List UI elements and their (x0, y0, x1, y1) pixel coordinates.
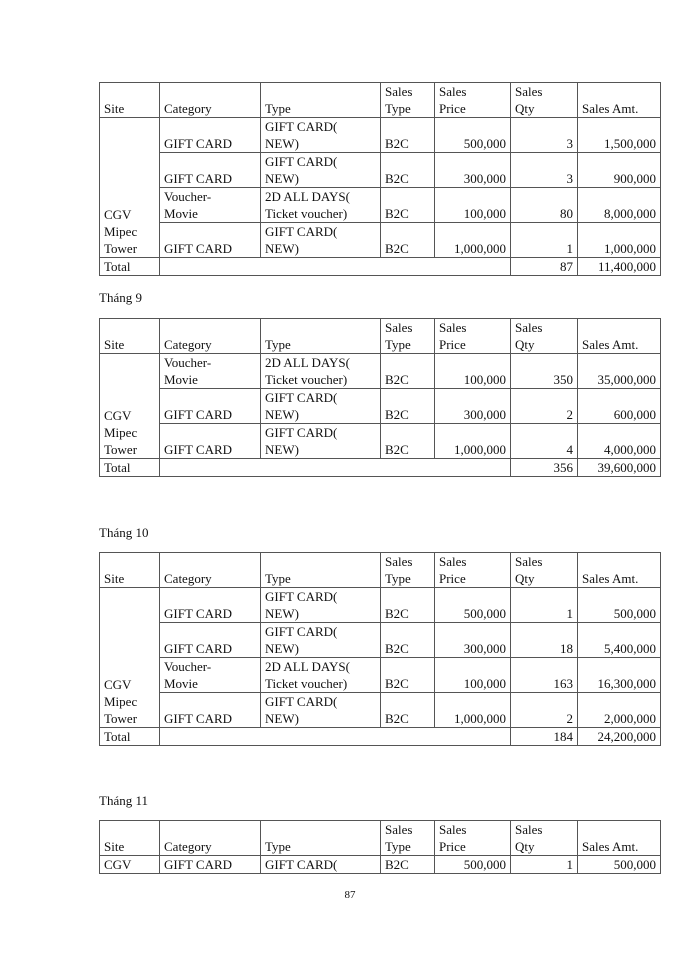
table-row (100, 424, 661, 459)
sales-type-cell: B2C (381, 118, 435, 153)
total-amt: 24,200,000 (578, 728, 661, 746)
table-row (100, 658, 661, 693)
total-spacer (160, 258, 511, 276)
type-cell: 2D ALL DAYS( Ticket voucher) (261, 188, 381, 223)
sales-price-cell: 300,000 (435, 623, 511, 658)
type-cell: GIFT CARD( NEW) (261, 389, 381, 424)
total-spacer (160, 459, 511, 477)
sales-type-cell: B2C (381, 223, 435, 258)
section-heading: Tháng 11 (99, 793, 148, 808)
sales-price-cell: 100,000 (435, 354, 511, 389)
sales-table (99, 552, 661, 746)
type-cell: GIFT CARD( NEW) (261, 223, 381, 258)
total-amt: 39,600,000 (578, 459, 661, 477)
total-label: Total (100, 258, 160, 276)
header-site: Site (100, 319, 160, 354)
sales-price-cell: 100,000 (435, 188, 511, 223)
sales-amt-cell: 4,000,000 (578, 424, 661, 459)
sales-qty-cell: 1 (511, 588, 578, 623)
type-cell: GIFT CARD( NEW) (261, 153, 381, 188)
category-cell: GIFT CARD (160, 588, 261, 623)
total-label: Total (100, 728, 160, 746)
sales-qty-cell: 1 (511, 856, 578, 874)
table-row (100, 588, 661, 623)
sales-price-cell: 1,000,000 (435, 223, 511, 258)
sales-amt-cell: 500,000 (578, 856, 661, 874)
sales-type-cell: B2C (381, 658, 435, 693)
section-heading: Tháng 9 (99, 290, 142, 305)
header-sales-type: Sales Type (381, 821, 435, 856)
table-row (100, 118, 661, 153)
table-row (100, 856, 661, 874)
type-cell: GIFT CARD( NEW) (261, 693, 381, 728)
sales-amt-cell: 1,000,000 (578, 223, 661, 258)
table-row (100, 188, 661, 223)
table-row (100, 693, 661, 728)
sales-amt-cell: 900,000 (578, 153, 661, 188)
site-cell: CGV (100, 856, 160, 874)
sales-qty-cell: 3 (511, 153, 578, 188)
sales-amt-cell: 500,000 (578, 588, 661, 623)
type-cell: GIFT CARD( NEW) (261, 424, 381, 459)
header-sales-type: Sales Type (381, 319, 435, 354)
category-cell: Voucher- Movie (160, 658, 261, 693)
sales-price-cell: 300,000 (435, 389, 511, 424)
sales-type-cell: B2C (381, 424, 435, 459)
table-header-row (100, 319, 661, 354)
table-row (100, 623, 661, 658)
header-site: Site (100, 83, 160, 118)
sales-type-cell: B2C (381, 856, 435, 874)
header-site: Site (100, 553, 160, 588)
total-row (100, 728, 661, 746)
total-row (100, 258, 661, 276)
category-cell: GIFT CARD (160, 153, 261, 188)
category-cell: GIFT CARD (160, 856, 261, 874)
header-type: Type (261, 821, 381, 856)
table-row (100, 389, 661, 424)
sales-type-cell: B2C (381, 153, 435, 188)
sales-amt-cell: 35,000,000 (578, 354, 661, 389)
table-header-row (100, 553, 661, 588)
sales-type-cell: B2C (381, 188, 435, 223)
total-label: Total (100, 459, 160, 477)
sales-qty-cell: 2 (511, 693, 578, 728)
sales-qty-cell: 18 (511, 623, 578, 658)
sales-price-cell: 1,000,000 (435, 424, 511, 459)
section-heading: Tháng 10 (99, 525, 149, 540)
header-sales-amt: Sales Amt. (578, 821, 661, 856)
header-category: Category (160, 319, 261, 354)
sales-amt-cell: 8,000,000 (578, 188, 661, 223)
table-header-row (100, 821, 661, 856)
table-row (100, 354, 661, 389)
sales-table (99, 820, 661, 874)
sales-type-cell: B2C (381, 354, 435, 389)
header-category: Category (160, 553, 261, 588)
sales-price-cell: 300,000 (435, 153, 511, 188)
total-spacer (160, 728, 511, 746)
sales-amt-cell: 600,000 (578, 389, 661, 424)
site-cell: CGV Mipec Tower (100, 118, 160, 258)
category-cell: Voucher- Movie (160, 188, 261, 223)
total-qty: 87 (511, 258, 578, 276)
header-type: Type (261, 319, 381, 354)
header-sales-amt: Sales Amt. (578, 553, 661, 588)
sales-table (99, 318, 661, 477)
total-qty: 356 (511, 459, 578, 477)
sales-qty-cell: 2 (511, 389, 578, 424)
category-cell: GIFT CARD (160, 693, 261, 728)
sales-type-cell: B2C (381, 623, 435, 658)
sales-amt-cell: 2,000,000 (578, 693, 661, 728)
category-cell: Voucher- Movie (160, 354, 261, 389)
category-cell: GIFT CARD (160, 623, 261, 658)
category-cell: GIFT CARD (160, 118, 261, 153)
sales-price-cell: 500,000 (435, 588, 511, 623)
header-sales-qty: Sales Qty (511, 83, 578, 118)
type-cell: GIFT CARD( NEW) (261, 623, 381, 658)
header-sales-type: Sales Type (381, 83, 435, 118)
header-sales-qty: Sales Qty (511, 553, 578, 588)
sales-price-cell: 1,000,000 (435, 693, 511, 728)
sales-type-cell: B2C (381, 389, 435, 424)
header-sales-amt: Sales Amt. (578, 83, 661, 118)
header-sales-price: Sales Price (435, 83, 511, 118)
type-cell: GIFT CARD( NEW) (261, 118, 381, 153)
header-type: Type (261, 553, 381, 588)
type-cell: 2D ALL DAYS( Ticket voucher) (261, 658, 381, 693)
category-cell: GIFT CARD (160, 223, 261, 258)
total-qty: 184 (511, 728, 578, 746)
sales-qty-cell: 1 (511, 223, 578, 258)
total-row (100, 459, 661, 477)
sales-type-cell: B2C (381, 693, 435, 728)
category-cell: GIFT CARD (160, 389, 261, 424)
header-sales-price: Sales Price (435, 553, 511, 588)
header-sales-qty: Sales Qty (511, 821, 578, 856)
table-row (100, 153, 661, 188)
header-category: Category (160, 83, 261, 118)
site-cell: CGV Mipec Tower (100, 354, 160, 459)
total-amt: 11,400,000 (578, 258, 661, 276)
sales-qty-cell: 80 (511, 188, 578, 223)
type-cell: 2D ALL DAYS( Ticket voucher) (261, 354, 381, 389)
type-cell: GIFT CARD( NEW) (261, 588, 381, 623)
sales-amt-cell: 5,400,000 (578, 623, 661, 658)
table-header-row (100, 83, 661, 118)
header-category: Category (160, 821, 261, 856)
header-sales-amt: Sales Amt. (578, 319, 661, 354)
sales-qty-cell: 3 (511, 118, 578, 153)
sales-table (99, 82, 661, 276)
sales-price-cell: 500,000 (435, 856, 511, 874)
header-sales-qty: Sales Qty (511, 319, 578, 354)
category-cell: GIFT CARD (160, 424, 261, 459)
header-sales-price: Sales Price (435, 821, 511, 856)
sales-qty-cell: 350 (511, 354, 578, 389)
sales-qty-cell: 163 (511, 658, 578, 693)
sales-qty-cell: 4 (511, 424, 578, 459)
header-sales-price: Sales Price (435, 319, 511, 354)
sales-price-cell: 100,000 (435, 658, 511, 693)
sales-amt-cell: 1,500,000 (578, 118, 661, 153)
header-site: Site (100, 821, 160, 856)
sales-price-cell: 500,000 (435, 118, 511, 153)
type-cell: GIFT CARD( (261, 856, 381, 874)
table-row (100, 223, 661, 258)
sales-type-cell: B2C (381, 588, 435, 623)
header-type: Type (261, 83, 381, 118)
sales-amt-cell: 16,300,000 (578, 658, 661, 693)
site-cell: CGV Mipec Tower (100, 588, 160, 728)
page-number: 87 (344, 889, 356, 901)
header-sales-type: Sales Type (381, 553, 435, 588)
